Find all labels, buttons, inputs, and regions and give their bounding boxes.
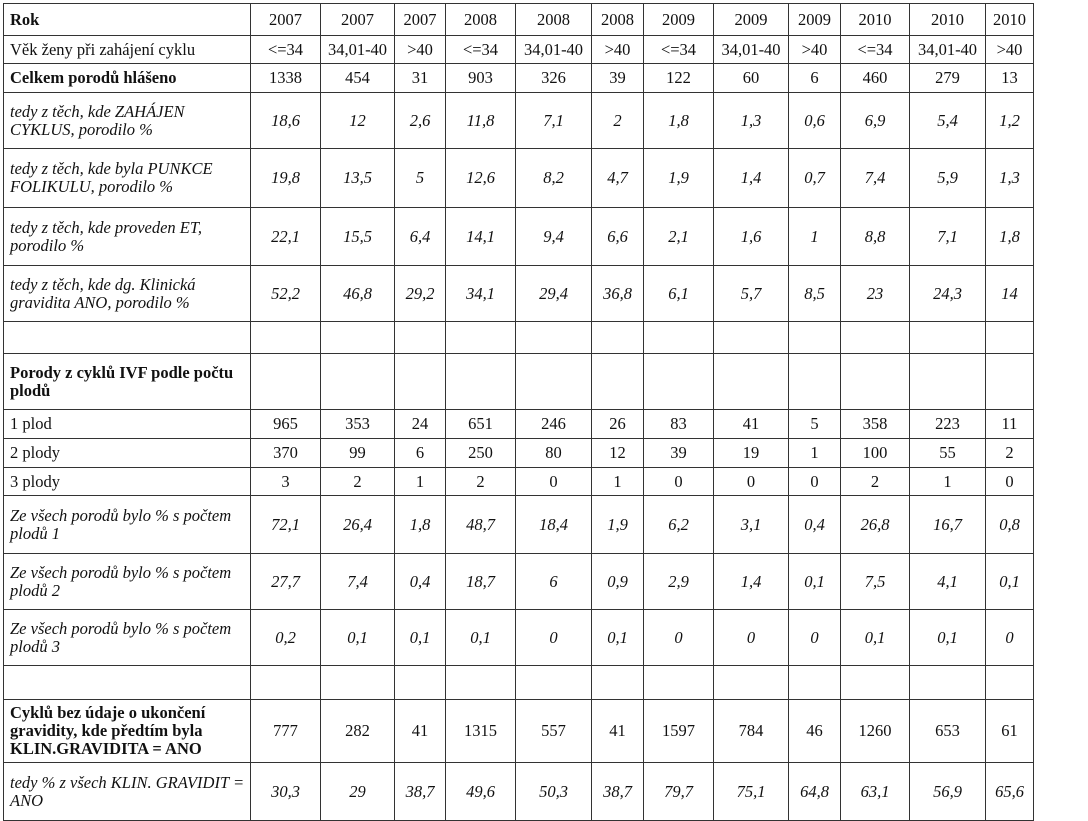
table-cell	[841, 354, 910, 410]
table-cell: <=34	[841, 36, 910, 64]
table-cell: 2009	[714, 4, 789, 36]
table-cell: 12	[321, 93, 395, 149]
table-cell: 2,6	[395, 93, 446, 149]
table-cell: 12	[592, 439, 644, 468]
table-cell: 26,8	[841, 496, 910, 554]
table-cell: 34,01-40	[516, 36, 592, 64]
table-cell: 0,1	[395, 610, 446, 666]
row-label: 2 plody	[4, 439, 251, 468]
table-row	[4, 149, 1034, 208]
table-cell	[910, 354, 986, 410]
row-label: tedy z těch, kde dg. Klinická gravidita ANO, porodilo %	[4, 266, 251, 322]
table-cell: 0	[714, 610, 789, 666]
table-cell: 223	[910, 410, 986, 439]
table-cell: 1	[789, 439, 841, 468]
table-cell: 5,7	[714, 266, 789, 322]
table-cell: 1597	[644, 700, 714, 763]
table-cell: 0,1	[321, 610, 395, 666]
row-label: Ze všech porodů bylo % s počtem plodů 2	[4, 554, 251, 610]
table-cell: 557	[516, 700, 592, 763]
table-cell: <=34	[251, 36, 321, 64]
table-cell: 0,6	[789, 93, 841, 149]
table-row	[4, 610, 1034, 666]
table-cell	[841, 322, 910, 354]
row-label: Cyklů bez údaje o ukončení gravidity, kde předtím byla KLIN.GRAVIDITA = ANO	[4, 700, 251, 763]
table-cell: 1,8	[986, 208, 1034, 266]
table-cell: >40	[789, 36, 841, 64]
table-cell: 18,6	[251, 93, 321, 149]
table-cell: 8,5	[789, 266, 841, 322]
table-cell	[395, 354, 446, 410]
table-cell: 34,1	[446, 266, 516, 322]
table-cell: 49,6	[446, 763, 516, 821]
table-cell: 0	[516, 468, 592, 496]
table-cell: 0,4	[395, 554, 446, 610]
table-cell: 0	[789, 610, 841, 666]
table-cell: 2007	[251, 4, 321, 36]
table-row	[4, 468, 1034, 496]
table-cell: 23	[841, 266, 910, 322]
table-cell: 60	[714, 64, 789, 93]
table-cell: 0,2	[251, 610, 321, 666]
table-cell: 326	[516, 64, 592, 93]
table-cell	[321, 666, 395, 700]
table-cell	[516, 322, 592, 354]
table-cell: 2	[841, 468, 910, 496]
table-cell	[789, 666, 841, 700]
table-cell	[714, 322, 789, 354]
table-cell: 2	[592, 93, 644, 149]
table-cell: 6	[516, 554, 592, 610]
table-cell: 0	[644, 610, 714, 666]
table-cell: 2008	[592, 4, 644, 36]
table-row	[4, 64, 1034, 93]
table-cell: 0,9	[592, 554, 644, 610]
table-cell: 63,1	[841, 763, 910, 821]
table-cell: 26,4	[321, 496, 395, 554]
table-cell: 246	[516, 410, 592, 439]
table-cell: 56,9	[910, 763, 986, 821]
table-cell: 5	[395, 149, 446, 208]
table-cell: 651	[446, 410, 516, 439]
table-cell	[714, 666, 789, 700]
row-label: 3 plody	[4, 468, 251, 496]
table-cell: 30,3	[251, 763, 321, 821]
table-cell: 279	[910, 64, 986, 93]
table-cell: 1,4	[714, 149, 789, 208]
table-cell: 34,01-40	[714, 36, 789, 64]
table-cell: 72,1	[251, 496, 321, 554]
table-cell: 41	[395, 700, 446, 763]
table-cell: 13	[986, 64, 1034, 93]
table-row	[4, 554, 1034, 610]
table-row	[4, 666, 1034, 700]
table-cell: 19	[714, 439, 789, 468]
table-cell	[446, 322, 516, 354]
table-cell: 3,1	[714, 496, 789, 554]
table-row	[4, 354, 1034, 410]
table-cell: 8,2	[516, 149, 592, 208]
table-cell: 55	[910, 439, 986, 468]
table-cell: 2010	[841, 4, 910, 36]
table-cell: 12,6	[446, 149, 516, 208]
table-cell: 2007	[395, 4, 446, 36]
table-cell: 5	[789, 410, 841, 439]
row-label: tedy % z všech KLIN. GRAVIDIT = ANO	[4, 763, 251, 821]
table-cell: 38,7	[592, 763, 644, 821]
table-cell: 1,9	[592, 496, 644, 554]
table-cell: 0	[986, 610, 1034, 666]
table-cell: 1	[789, 208, 841, 266]
table-cell	[446, 354, 516, 410]
table-cell	[251, 354, 321, 410]
table-cell: 2,1	[644, 208, 714, 266]
table-cell: 8,8	[841, 208, 910, 266]
table-row	[4, 4, 1034, 36]
table-cell	[395, 666, 446, 700]
row-label: Ze všech porodů bylo % s počtem plodů 3	[4, 610, 251, 666]
table-cell	[251, 666, 321, 700]
table-cell	[986, 322, 1034, 354]
row-label: 1 plod	[4, 410, 251, 439]
table-cell: 0	[644, 468, 714, 496]
table-cell: 26	[592, 410, 644, 439]
table-cell: 29,2	[395, 266, 446, 322]
table-cell: 100	[841, 439, 910, 468]
table-cell: 0	[714, 468, 789, 496]
table-cell: 6,2	[644, 496, 714, 554]
table-cell	[592, 354, 644, 410]
table-cell: 0	[986, 468, 1034, 496]
table-row	[4, 93, 1034, 149]
table-cell: >40	[592, 36, 644, 64]
table-cell: <=34	[446, 36, 516, 64]
table-cell: 0,1	[789, 554, 841, 610]
table-cell: 1260	[841, 700, 910, 763]
table-cell	[910, 666, 986, 700]
table-cell: 965	[251, 410, 321, 439]
table-cell: 460	[841, 64, 910, 93]
table-cell: 1,6	[714, 208, 789, 266]
table-cell: 29,4	[516, 266, 592, 322]
table-cell: 39	[592, 64, 644, 93]
table-cell: 34,01-40	[321, 36, 395, 64]
table-row	[4, 36, 1034, 64]
table-cell: >40	[986, 36, 1034, 64]
row-label: tedy z těch, kde byla PUNKCE FOLIKULU, porodilo %	[4, 149, 251, 208]
table-cell: 1,9	[644, 149, 714, 208]
table-cell: 6	[789, 64, 841, 93]
table-cell: 2,9	[644, 554, 714, 610]
table-row	[4, 763, 1034, 821]
table-cell: 6	[395, 439, 446, 468]
table-cell: 64,8	[789, 763, 841, 821]
table-cell: 0,1	[841, 610, 910, 666]
table-cell: 2	[446, 468, 516, 496]
table-cell	[986, 354, 1034, 410]
table-row	[4, 700, 1034, 763]
table-cell: 61	[986, 700, 1034, 763]
table-cell	[516, 354, 592, 410]
table-cell	[516, 666, 592, 700]
table-body	[4, 4, 1034, 821]
row-label	[4, 322, 251, 354]
row-label: Celkem porodů hlášeno	[4, 64, 251, 93]
table-cell	[789, 354, 841, 410]
row-label: Porody z cyklů IVF podle počtu plodů	[4, 354, 251, 410]
table-cell: 83	[644, 410, 714, 439]
table-cell: 2010	[910, 4, 986, 36]
table-cell: 7,1	[910, 208, 986, 266]
table-cell	[321, 354, 395, 410]
table-cell: 6,9	[841, 93, 910, 149]
table-cell	[395, 322, 446, 354]
row-label: Věk ženy při zahájení cyklu	[4, 36, 251, 64]
table-cell	[789, 322, 841, 354]
table-cell: 0,1	[592, 610, 644, 666]
table-cell: >40	[395, 36, 446, 64]
table-cell: 282	[321, 700, 395, 763]
table-cell: 7,1	[516, 93, 592, 149]
table-cell: 1,8	[644, 93, 714, 149]
table-cell: 19,8	[251, 149, 321, 208]
table-cell: 65,6	[986, 763, 1034, 821]
table-cell: 1,3	[714, 93, 789, 149]
table-cell: 0	[516, 610, 592, 666]
table-cell: 24,3	[910, 266, 986, 322]
table-cell: 784	[714, 700, 789, 763]
table-row	[4, 322, 1034, 354]
table-cell: 31	[395, 64, 446, 93]
table-cell: 75,1	[714, 763, 789, 821]
table-cell: 5,9	[910, 149, 986, 208]
table-cell: 34,01-40	[910, 36, 986, 64]
table-cell: 6,6	[592, 208, 644, 266]
table-cell: 0,1	[446, 610, 516, 666]
table-cell: 41	[592, 700, 644, 763]
table-cell: 358	[841, 410, 910, 439]
table-cell: 11,8	[446, 93, 516, 149]
table-cell: 1,4	[714, 554, 789, 610]
table-row	[4, 208, 1034, 266]
table-cell: 4,7	[592, 149, 644, 208]
table-cell: 454	[321, 64, 395, 93]
table-cell: 18,7	[446, 554, 516, 610]
table-cell: 7,4	[841, 149, 910, 208]
table-cell: 250	[446, 439, 516, 468]
table-cell: 2	[986, 439, 1034, 468]
table-cell: 27,7	[251, 554, 321, 610]
table-cell: 903	[446, 64, 516, 93]
table-cell: 50,3	[516, 763, 592, 821]
table-cell: 1	[395, 468, 446, 496]
table-cell: 2009	[644, 4, 714, 36]
table-cell: 2008	[446, 4, 516, 36]
row-label: Ze všech porodů bylo % s počtem plodů 1	[4, 496, 251, 554]
table-cell: 14	[986, 266, 1034, 322]
table-row	[4, 266, 1034, 322]
table-cell: 0,4	[789, 496, 841, 554]
ivf-statistics-table	[3, 3, 1034, 821]
table-cell: 353	[321, 410, 395, 439]
table-cell: <=34	[644, 36, 714, 64]
table-cell: 0,8	[986, 496, 1034, 554]
table-cell: 2	[321, 468, 395, 496]
table-cell: 80	[516, 439, 592, 468]
table-cell: 653	[910, 700, 986, 763]
table-cell	[841, 666, 910, 700]
table-cell: 79,7	[644, 763, 714, 821]
row-label: tedy z těch, kde ZAHÁJEN CYKLUS, porodilo %	[4, 93, 251, 149]
table-row	[4, 496, 1034, 554]
table-cell: 1315	[446, 700, 516, 763]
table-cell: 6,4	[395, 208, 446, 266]
table-cell: 2009	[789, 4, 841, 36]
table-cell: 15,5	[321, 208, 395, 266]
table-cell: 24	[395, 410, 446, 439]
table-cell: 7,5	[841, 554, 910, 610]
table-cell: 7,4	[321, 554, 395, 610]
table-cell: 0,7	[789, 149, 841, 208]
table-cell: 0	[789, 468, 841, 496]
table-cell: 2010	[986, 4, 1034, 36]
table-cell: 2007	[321, 4, 395, 36]
table-cell: 1	[910, 468, 986, 496]
table-cell: 9,4	[516, 208, 592, 266]
table-cell: 2008	[516, 4, 592, 36]
table-cell	[644, 666, 714, 700]
table-cell: 1	[592, 468, 644, 496]
row-label: Rok	[4, 4, 251, 36]
table-cell: 48,7	[446, 496, 516, 554]
table-cell	[644, 322, 714, 354]
table-cell: 29	[321, 763, 395, 821]
table-cell: 1,2	[986, 93, 1034, 149]
table-cell: 13,5	[321, 149, 395, 208]
table-cell: 22,1	[251, 208, 321, 266]
table-cell: 0,1	[986, 554, 1034, 610]
table-cell	[910, 322, 986, 354]
table-cell: 36,8	[592, 266, 644, 322]
table-cell: 38,7	[395, 763, 446, 821]
table-cell: 14,1	[446, 208, 516, 266]
table-cell: 1,8	[395, 496, 446, 554]
table-cell: 41	[714, 410, 789, 439]
table-cell: 5,4	[910, 93, 986, 149]
table-cell: 6,1	[644, 266, 714, 322]
table-cell	[986, 666, 1034, 700]
table-cell: 52,2	[251, 266, 321, 322]
table-cell	[321, 322, 395, 354]
table-cell: 3	[251, 468, 321, 496]
table-cell: 777	[251, 700, 321, 763]
table-cell: 1,3	[986, 149, 1034, 208]
table-cell: 1338	[251, 64, 321, 93]
table-cell: 46,8	[321, 266, 395, 322]
table-cell: 99	[321, 439, 395, 468]
table-cell	[446, 666, 516, 700]
table-cell: 18,4	[516, 496, 592, 554]
table-cell: 39	[644, 439, 714, 468]
table-cell: 4,1	[910, 554, 986, 610]
table-cell	[592, 666, 644, 700]
table-cell: 370	[251, 439, 321, 468]
table-cell	[251, 322, 321, 354]
table-cell: 46	[789, 700, 841, 763]
table-cell: 0,1	[910, 610, 986, 666]
row-label: tedy z těch, kde proveden ET, porodilo %	[4, 208, 251, 266]
table-cell	[592, 322, 644, 354]
table-cell: 11	[986, 410, 1034, 439]
table-cell: 16,7	[910, 496, 986, 554]
table-row	[4, 439, 1034, 468]
row-label	[4, 666, 251, 700]
table-cell	[644, 354, 714, 410]
table-cell	[714, 354, 789, 410]
table-cell: 122	[644, 64, 714, 93]
table-row	[4, 410, 1034, 439]
